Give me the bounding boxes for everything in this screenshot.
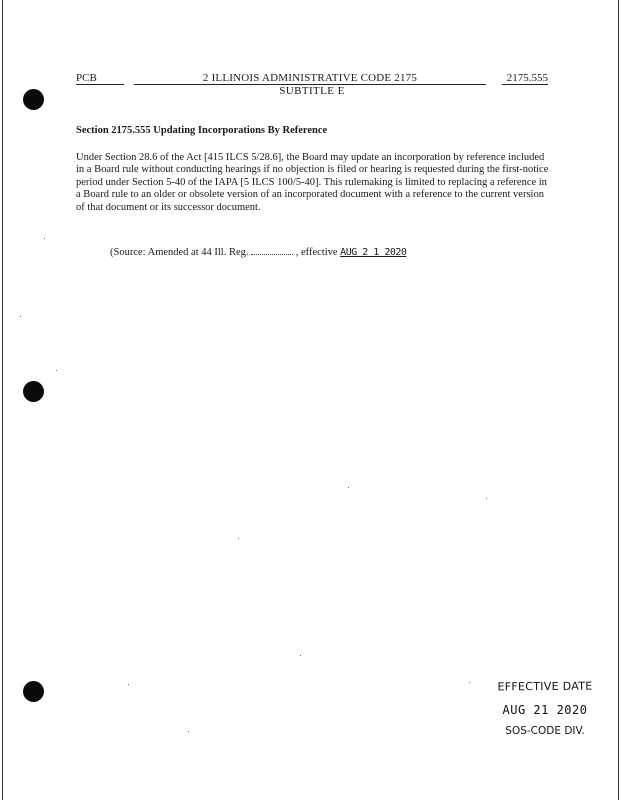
scan-speck: [188, 731, 189, 732]
scan-speck: [300, 655, 301, 656]
scan-edge-left: [2, 0, 3, 800]
scan-speck: [486, 498, 487, 499]
source-effective-date: AUG 2 1 2020: [340, 247, 407, 258]
source-prefix: (Source: Amended at 44 Ill. Reg.: [110, 247, 249, 258]
scan-speck: [128, 684, 129, 685]
scan-speck: [238, 538, 239, 539]
punch-hole-top: [23, 89, 44, 110]
scan-edge-right: [618, 0, 619, 800]
source-note: [110, 245, 406, 258]
source-blank: [251, 245, 293, 255]
source-effective-label: , effective: [295, 247, 338, 258]
punch-hole-middle: [23, 381, 44, 402]
section-body: Under Section 28.6 of the Act [415 ILCS 5/28.6], the Board may update an incorporation by reference included in a Board rule without conducting hearings if no objection is filed or hearing is requested during the first-notice period under Section 5-40 of the IAPA [5 ILCS 100/5-40]. This rulemaking is limited to replacing a reference in a Board rule to an older or obsolete version of an incorporated document with a reference to the current version of that document or its successor document.: [76, 152, 549, 213]
stamp-label: EFFECTIVE DATE: [497, 679, 593, 694]
stamp-division: SOS-CODE DIV.: [505, 725, 585, 737]
page-header: [76, 72, 548, 86]
scan-speck: [44, 238, 45, 239]
scan-speck: [348, 487, 349, 488]
scan-speck: [20, 316, 21, 317]
effective-date-stamp: [490, 680, 600, 737]
header-section-number: 2175.555: [502, 72, 548, 85]
stamp-date: AUG 21 2020: [502, 703, 588, 717]
header-code-title: 2 ILLINOIS ADMINISTRATIVE CODE 2175: [134, 72, 486, 85]
scan-speck: [56, 370, 57, 371]
header-agency: PCB: [76, 72, 124, 85]
header-subtitle: SUBTITLE E: [279, 85, 345, 97]
scan-speck: [469, 682, 470, 683]
punch-hole-bottom: [23, 681, 44, 702]
section-heading: Section 2175.555 Updating Incorporations By Reference: [76, 125, 328, 136]
